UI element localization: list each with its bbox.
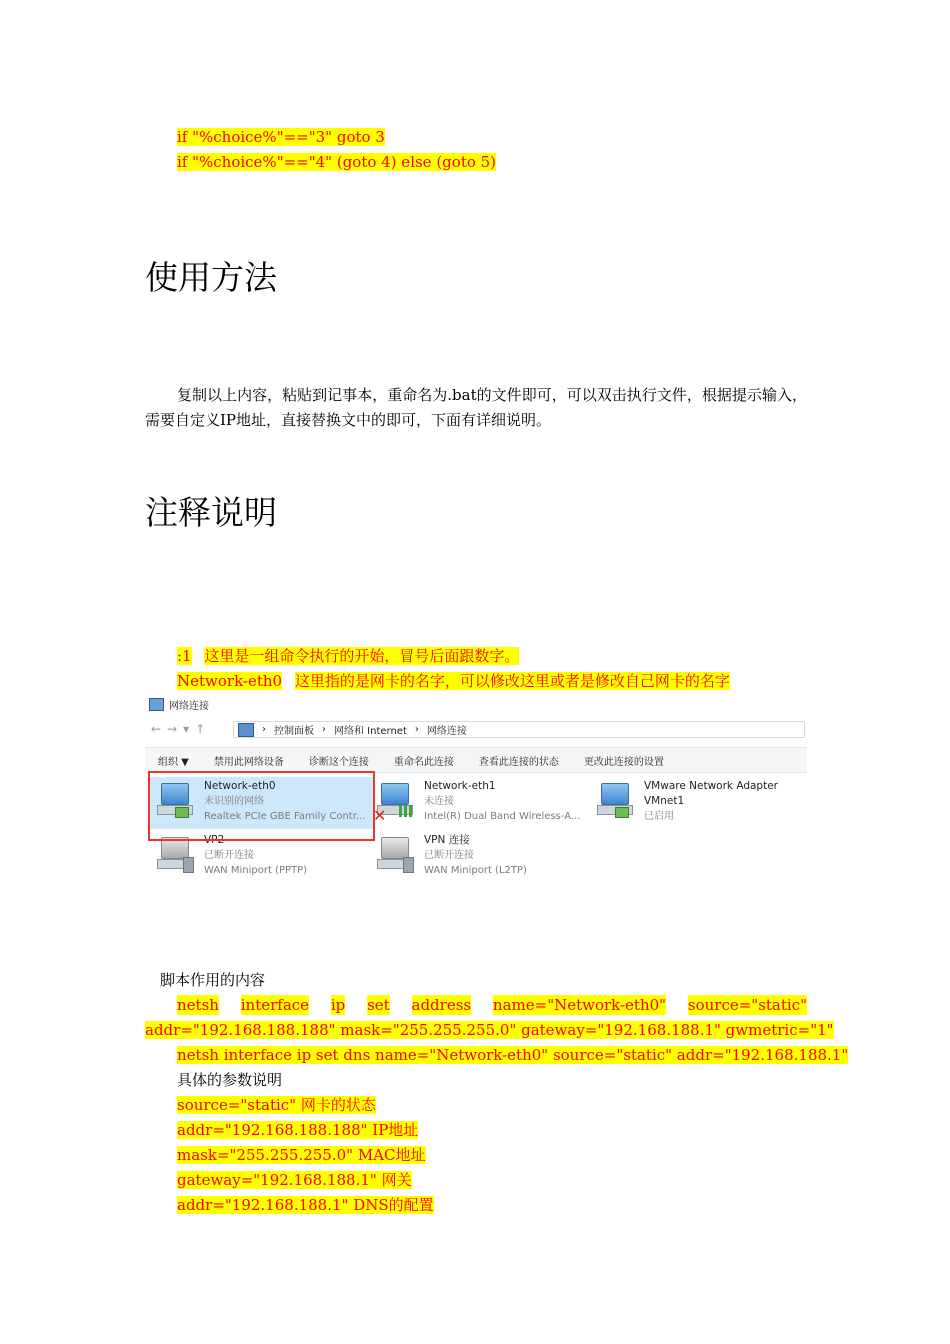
vpn-adapter-icon — [377, 837, 413, 871]
window-title: 网络连接 — [149, 697, 209, 712]
annotation-term: Network-eth0 — [177, 672, 283, 690]
disable-device-button[interactable]: 禁用此网络设备 — [213, 756, 284, 768]
breadcrumb-item[interactable]: 控制面板 — [274, 726, 314, 737]
param-item: source="static" 网卡的状态 — [177, 1096, 376, 1114]
script-cmd1-line1: netsh interface ip set address name="Network-eth0" source="static" — [177, 996, 807, 1014]
change-settings-button[interactable]: 更改此连接的设置 — [583, 756, 664, 768]
notes-heading: 注释说明 — [145, 493, 277, 532]
params-label: 具体的参数说明 — [177, 1071, 283, 1089]
breadcrumb-item[interactable]: 网络和 Internet — [334, 726, 407, 737]
breadcrumb-item[interactable]: 网络连接 — [426, 726, 467, 737]
diagnose-button[interactable]: 诊断这个连接 — [308, 756, 369, 768]
adapter-vp2[interactable]: VP2 已断开连接 WAN Miniport (PPTP) — [149, 831, 364, 883]
script-cmd2: netsh interface ip set dns name="Network-eth0" source="static" addr="192.168.188.1" — [177, 1046, 849, 1064]
wireless-adapter-icon: ✕ — [377, 783, 413, 817]
param-item: addr="192.168.188.188" IP地址 — [177, 1121, 419, 1139]
vpn-adapter-icon — [157, 837, 193, 871]
highlight-box — [148, 771, 375, 841]
control-panel-icon — [238, 723, 254, 737]
script-label: 脚本作用的内容 — [160, 971, 266, 989]
address-bar-row — [145, 719, 807, 741]
adapter-vpn[interactable]: VPN 连接 已断开连接 WAN Miniport (L2TP) — [369, 831, 584, 883]
annotation-desc: 这里指的是网卡的名字，可以修改这里或者是修改自己网卡的名字 — [294, 672, 730, 690]
organize-button[interactable]: 组织 ▼ — [158, 756, 189, 768]
adapter-network-eth1[interactable]: ✕ Network-eth1 未连接 Intel(R) Dual Band Wireless-A... — [373, 780, 581, 825]
param-item: gateway="192.168.188.1" 网关 — [177, 1171, 412, 1189]
usage-heading: 使用方法 — [145, 258, 277, 297]
param-item: mask="255.255.255.0" MAC地址 — [177, 1146, 426, 1164]
code-line-1: if "%choice%"=="3" goto 3 — [177, 128, 385, 146]
nav-arrows-icon[interactable]: ←→▾↑ — [151, 722, 212, 736]
annotation-term: :1 — [177, 647, 192, 665]
adapter-network-eth0[interactable]: Network-eth0 未识别的网络 Realtek PCIe GBE Family Contr... — [149, 777, 373, 829]
network-adapter-icon — [597, 783, 633, 817]
script-cmd1-line2: addr="192.168.188.188" mask="255.255.255.0" gateway="192.168.188.1" gwmetric="1" — [145, 1021, 834, 1039]
address-bar[interactable]: › 控制面板 › 网络和 Internet › 网络连接 — [233, 721, 805, 738]
code-line-2: if "%choice%"=="4" (goto 4) else (goto 5) — [177, 153, 497, 171]
annotation-1 — [177, 646, 519, 666]
rename-button[interactable]: 重命名此连接 — [393, 756, 454, 768]
annotation-2 — [177, 671, 730, 691]
annotation-desc: 这里是一组命令执行的开始，冒号后面跟数字。 — [204, 647, 520, 665]
param-item: addr="192.168.188.1" DNS的配置 — [177, 1196, 434, 1214]
adapter-vmware[interactable]: VMware Network Adapter VMnet1 已启用 — [589, 777, 804, 829]
usage-paragraph: 复制以上内容，粘贴到记事本，重命名为.bat的文件即可，可以双击执行文件，根据提示输入，需要自定义IP地址，直接替换文中的即可，下面有详细说明。 — [145, 386, 807, 429]
view-status-button[interactable]: 查看此连接的状态 — [478, 756, 559, 768]
command-bar — [145, 747, 807, 773]
network-folder-icon — [149, 698, 164, 711]
